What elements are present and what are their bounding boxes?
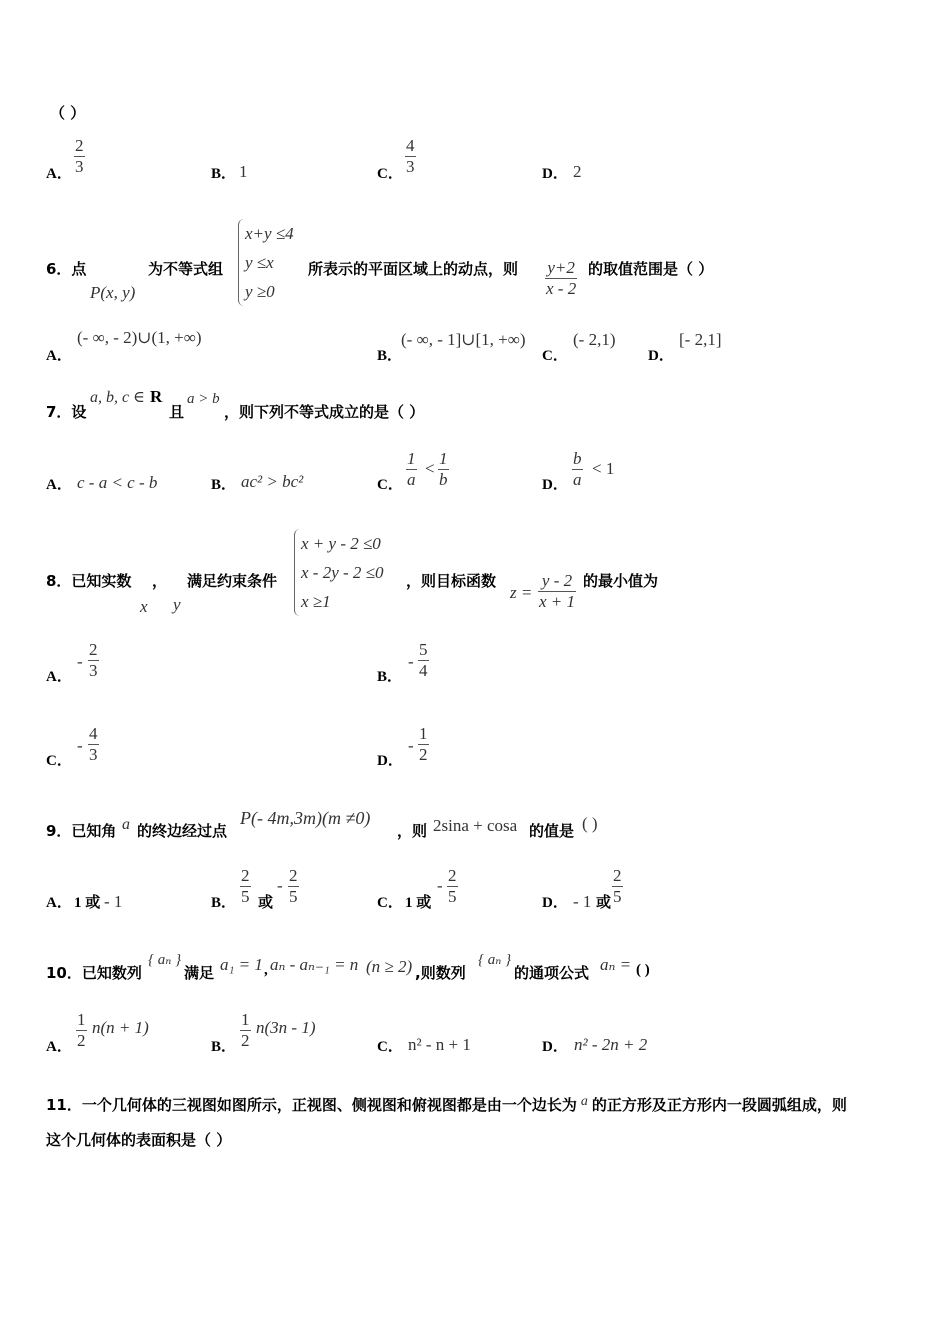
q9-b-label: B．	[211, 895, 237, 911]
q8-b-fraction: $\frac{5}{4}$	[419, 640, 428, 680]
q8-b-sign: -	[408, 652, 414, 671]
q5-d-label: D．	[542, 166, 568, 182]
q10-c-value: n² - n + 1	[408, 1035, 471, 1054]
q10-an: aₙ =	[600, 955, 632, 974]
q6-ineq-2: y ≤x	[245, 253, 274, 272]
q10-sequence: { aₙ }	[148, 952, 182, 968]
q10-text-tail: ,则数列	[415, 964, 466, 982]
q10-condition-1: a₁ = 1	[220, 955, 263, 974]
q8-constraint-system	[294, 529, 384, 616]
q10-number: 10．已知数列	[46, 964, 142, 982]
q10-a-label: A．	[46, 1039, 72, 1055]
q5-a-label: A．	[46, 166, 72, 182]
q9-d-or: 或	[596, 895, 612, 911]
q8-d-label: D．	[377, 753, 403, 769]
q6-a-value: (- ∞, - 2)∪(1, +∞)	[77, 328, 202, 347]
q6-point: P(x, y)	[90, 283, 136, 302]
q9-d-value: - 1	[573, 892, 592, 911]
q7-d-fraction: $\frac{b}{a}$	[573, 449, 582, 489]
q7-c-label: C．	[377, 477, 403, 493]
q11-line-1: 11．一个几何体的三视图如图所示，正视图、侧视图和俯视图都是由一个边长为 a 的正方形及正方形内一段圆弧组成，则	[46, 1094, 847, 1114]
q9-d-fraction: $\frac{2}{5}$	[613, 866, 622, 906]
q10-d-value: n² - 2n + 2	[574, 1035, 648, 1054]
q10-b-label: B．	[211, 1039, 237, 1055]
q5-d-value: 2	[573, 162, 582, 181]
q5-a-fraction: $\frac{2}{3}$	[75, 136, 84, 176]
q7-condition-2: a > b	[187, 391, 220, 407]
q6-text-tail: 所表示的平面区域上的动点，则	[308, 260, 519, 278]
q7-d-label: D．	[542, 477, 568, 493]
q8-text-end: 的最小值为	[583, 572, 659, 590]
q9-c-sign: -	[437, 876, 443, 895]
q6-fraction: $\frac{y+2}{x - 2}$	[546, 258, 577, 298]
q11-line-2: 这个几何体的表面积是（ ）	[46, 1131, 232, 1149]
q9-b-fraction-2: $\frac{2}{5}$	[289, 866, 298, 906]
q10-a-value: n(n + 1)	[92, 1018, 149, 1037]
q8-constraint-2: x - 2y - 2 ≤0	[301, 563, 384, 582]
q9-d-label: D．	[542, 895, 568, 911]
q8-text-mid: 满足约束条件	[187, 572, 278, 590]
q6-a-label: A．	[46, 348, 72, 364]
q9-text-tail: ，则	[397, 822, 428, 840]
q8-c-sign: -	[77, 736, 83, 755]
q6-number: 6．点	[46, 260, 87, 278]
q8-d-sign: -	[408, 736, 414, 755]
q6-inequality-system	[238, 219, 294, 306]
q9-c-text: 1 或	[405, 895, 432, 911]
q7-real-set: R	[150, 387, 163, 406]
q9-text-mid: 的终边经过点	[137, 822, 228, 840]
q8-z: z =	[510, 583, 533, 602]
q10-c-label: C．	[377, 1039, 403, 1055]
q8-b-label: B．	[377, 669, 403, 685]
q10-a-fraction: $\frac{1}{2}$	[77, 1010, 86, 1050]
q10-answer-paren: ( )	[636, 962, 650, 978]
q10-b-value: n(3n - 1)	[256, 1018, 316, 1037]
q9-c-label: C．	[377, 895, 403, 911]
q8-c-fraction: $\frac{4}{3}$	[89, 724, 98, 764]
q9-a-text: 1 或	[74, 895, 101, 911]
q5-b-label: B．	[211, 166, 237, 182]
q6-ineq-1: x+y ≤4	[245, 224, 294, 243]
q8-constraint-3: x ≥1	[301, 592, 331, 611]
q7-c-relation: <	[425, 459, 435, 478]
q6-text-end: 的取值范围是（ ）	[588, 260, 714, 278]
q8-fraction: $\frac{y - 2}{x + 1}$	[539, 571, 576, 611]
q10-sequence-2: { aₙ }	[478, 952, 512, 968]
q7-c-fraction-1: $\frac{1}{a}$	[407, 449, 416, 489]
q8-constraint-1: x + y - 2 ≤0	[301, 534, 381, 553]
q10-d-label: D．	[542, 1039, 568, 1055]
q8-c-label: C．	[46, 753, 72, 769]
q6-ineq-3: y ≥0	[245, 282, 275, 301]
q8-text-tail: ，则目标函数	[406, 572, 497, 590]
q10-condition-2: aₙ - aₙ₋₁ = n	[270, 955, 359, 974]
q9-expression: 2sina + cosa	[433, 816, 518, 835]
q9-number: 9．已知角	[46, 822, 117, 840]
q7-a-label: A．	[46, 477, 72, 493]
q6-c-label: C．	[542, 348, 568, 364]
q7-condition-1: a, b, c ∈	[90, 389, 145, 406]
q7-c-fraction-2: $\frac{1}{b}$	[439, 449, 448, 489]
q6-b-value: (- ∞, - 1]∪[1, +∞)	[401, 330, 526, 349]
q6-d-value: [- 2,1]	[679, 330, 722, 349]
q8-var-y: y	[173, 595, 181, 614]
q6-d-label: D．	[648, 348, 674, 364]
q9-point: P(- 4m,3m)(m ≠0)	[240, 808, 371, 828]
q6-c-value: (- 2,1)	[573, 330, 616, 349]
q8-comma: ，	[152, 572, 168, 590]
q5-c-fraction: $\frac{4}{3}$	[406, 136, 415, 176]
q7-number: 7．设	[46, 403, 87, 421]
q9-c-fraction: $\frac{2}{5}$	[448, 866, 457, 906]
q5-c-label: C．	[377, 166, 403, 182]
q8-var-x: x	[140, 597, 148, 616]
q9-a-value: - 1	[104, 892, 123, 911]
q9-alpha: a	[122, 816, 130, 833]
q10-text-tail2: 的通项公式	[514, 964, 590, 982]
q5-b-value: 1	[239, 162, 248, 181]
q7-d-relation: < 1	[592, 459, 615, 478]
q11-a: a	[580, 1094, 588, 1109]
q8-a-sign: -	[77, 652, 83, 671]
q7-a-value: c - a < c - b	[77, 473, 158, 492]
q10-b-fraction: $\frac{1}{2}$	[241, 1010, 250, 1050]
q9-b-or: 或	[258, 895, 274, 911]
q8-d-fraction: $\frac{1}{2}$	[419, 724, 428, 764]
q8-a-fraction: $\frac{2}{3}$	[89, 640, 98, 680]
q10-text-mid: 满足	[184, 964, 215, 982]
q7-text-end: ，则下列不等式成立的是（ ）	[224, 403, 425, 421]
q9-b-fraction-1: $\frac{2}{5}$	[241, 866, 250, 906]
q7-and: 且	[169, 403, 185, 421]
q9-a-label: A．	[46, 895, 72, 911]
q9-answer-paren: ( )	[582, 814, 598, 833]
q9-text-end: 的值是	[529, 822, 575, 840]
q7-b-value: ac² > bc²	[241, 472, 304, 491]
q6-text-mid: 为不等式组	[148, 260, 224, 278]
q10-condition-3: (n ≥ 2)	[366, 957, 413, 976]
q9-b-sign: -	[277, 876, 283, 895]
q5-paren: （ ）	[50, 104, 86, 122]
q7-b-label: B．	[211, 477, 237, 493]
q6-b-label: B．	[377, 348, 403, 364]
q8-number: 8．已知实数	[46, 572, 132, 590]
q8-a-label: A．	[46, 669, 72, 685]
